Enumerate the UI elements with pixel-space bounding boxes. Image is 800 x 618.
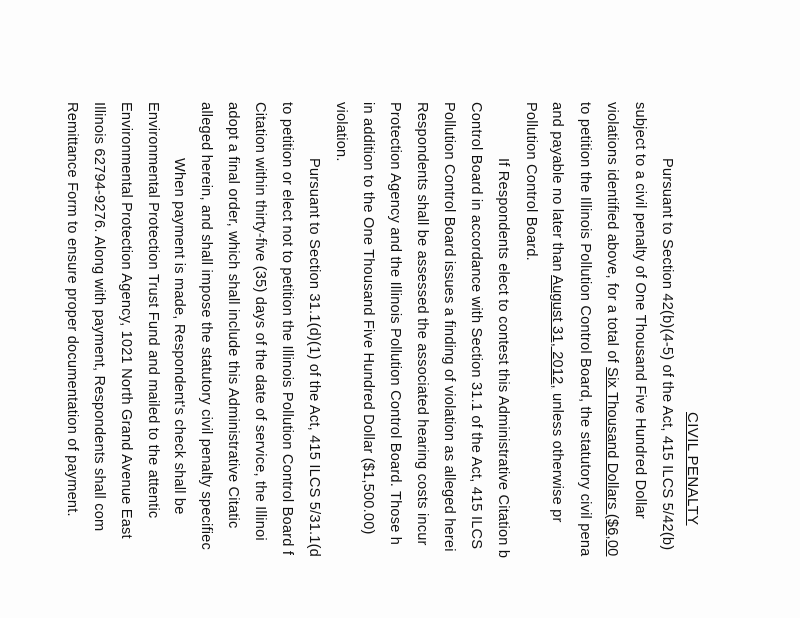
p1-line-6: Pollution Control Board. <box>523 102 539 261</box>
p1-line-2: subject to a civil penalty of One Thousand Five Hundred Dollar <box>632 102 648 519</box>
p3-line-2: to petition or elect not to petition the Illinois Pollution Control Board f <box>279 102 295 556</box>
p4-line-3: Environmental Protection Agency, 1021 North Grand Avenue East <box>118 102 134 539</box>
p3-line-3: Citation within thirty-five (35) days of the date of service, the Illinoi <box>252 102 268 541</box>
p1-line-4: to petition the Illinois Pollution Control Board, the statutory civil pena <box>577 102 593 557</box>
p3-line-5: alleged herein, and shall impose the statutory civil penalty specifiec <box>198 102 214 550</box>
p2-line-5: Protection Agency and the Illinois Pollution Control Board. Those h <box>387 102 403 546</box>
p2-line-3: Pollution Control Board issues a finding of violation as alleged herei <box>441 102 457 552</box>
p3-line-1: Pursuant to Section 31.1(d)(1) of the Act, 415 ILCS 5/31.1(d <box>306 158 322 557</box>
p3-line-4: adopt a final order, which shall include this Administrative Citatic <box>225 102 241 529</box>
p2-line-7: violation. <box>333 102 349 162</box>
p4-line-4: Illinois 62794-9276. Along with payment, Respondents shall com <box>91 102 107 532</box>
p1-line-5-text: and payable no later than <box>549 102 565 276</box>
p1-line-3-text: violations identified above, for a total of <box>604 102 620 368</box>
p4-line-5: Remittance Form to ensure proper documentation of payment. <box>64 102 80 517</box>
p2-line-2: Control Board in accordance with Section 31.1 of the Act, 415 ILCS <box>468 102 484 550</box>
p2-line-6: in addition to the One Thousand Five Hundred Dollar ($1,500.00) <box>360 102 376 535</box>
penalty-total-amount: Six Thousand Dollars ($6,00 <box>604 367 620 557</box>
payment-due-date: August 31, 2012, <box>549 275 565 389</box>
p4-line-1: When payment is made, Respondent's check shall be <box>171 158 187 515</box>
p1-line-5 <box>549 102 564 523</box>
p2-line-4: Respondents shall be assessed the associated hearing costs incur <box>414 102 430 546</box>
p2-line-1: If Respondents elect to contest this Administrative Citation b <box>495 158 511 559</box>
p1-line-1: Pursuant to Section 42(b)(4-5) of the Act, 415 ILCS 5/42(b) <box>659 158 675 551</box>
section-title: CIVIL PENALTY <box>684 412 701 526</box>
p1-line-3 <box>604 102 619 556</box>
p1-line-5-suffix: unless otherwise pr <box>549 388 565 523</box>
p4-line-2: Environmental Protection Trust Fund and mailed to the attentic <box>145 102 161 519</box>
